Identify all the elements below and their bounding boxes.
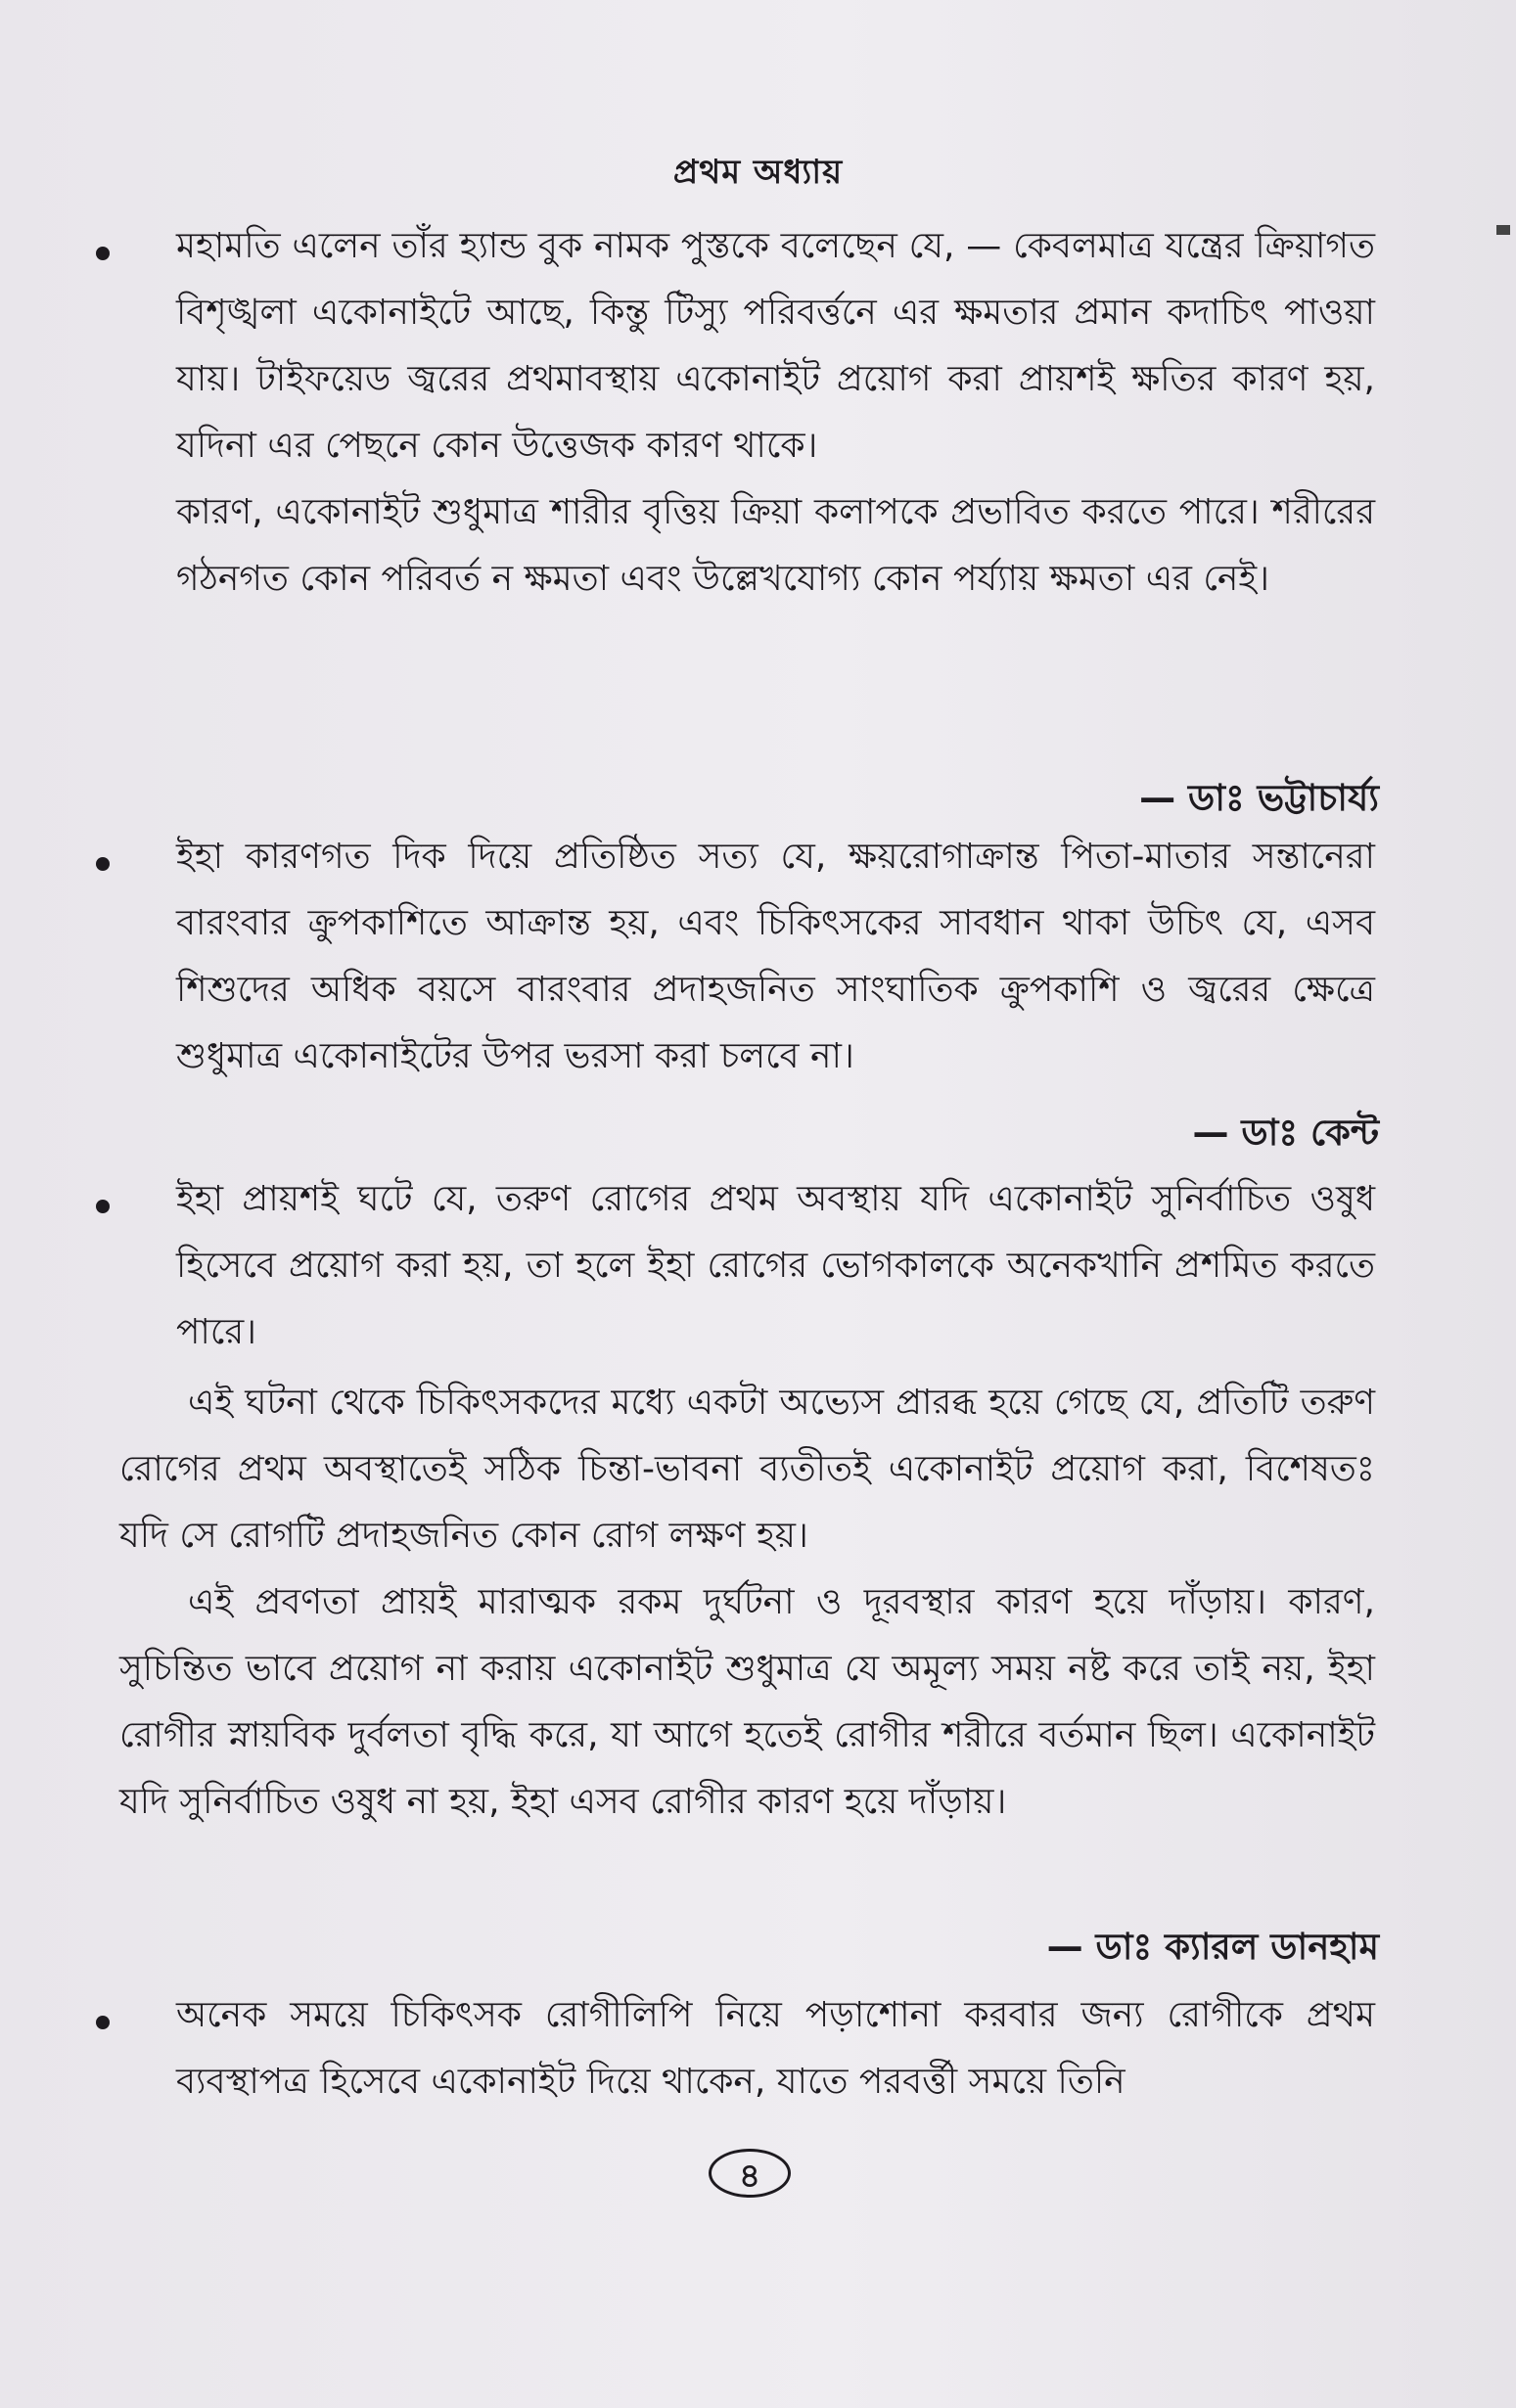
paragraph: ইহা প্রায়শই ঘটে যে, তরুণ রোগের প্রথম অবস্থায় যদি একোনাইট সুনির্বাচিত ওষুধ হিসেবে প্রয়োগ করা হয়, তা হলে ইহা রোগের ভোগকালকে অনেকখানি প্রশমিত করতে পারে। [176,1179,1375,1352]
paragraph: অনেক সময়ে চিকিৎসক রোগীলিপি নিয়ে পড়াশোনা করবার জন্য রোগীকে প্রথম ব্যবস্থাপত্র হিসেবে একোনাইট দিয়ে থাকেন, যাতে পরবর্ত্তী সময়ে তিনি [176,1995,1375,2102]
bullet-point [96,1200,110,1213]
attribution: — ডাঃ ক্যারল ডানহাম [1046,1926,1379,1968]
chapter-heading: প্রথম অধ্যায় [672,153,844,192]
attribution: — ডাঃ কেন্ট [1192,1112,1379,1154]
paragraph: এই প্রবণতা প্রায়ই মারাত্মক রকম দুর্ঘটনা ও দূরবস্থার কারণ হয়ে দাঁড়ায়। কারণ, সুচিন্তিত ভাবে প্রয়োগ না করায় একোনাইট শুধুমাত্র যে অমূল্য সময় নষ্ট করে তাই নয়, ইহা রোগীর স্নায়বিক দুর্বলতা বৃদ্ধি করে, যা আগে হতেই রোগীর শরীরে বর্তমান ছিল। একোনাইট যদি সুনির্বাচিত ওষুধ না হয়, ইহা এসব রোগীর কারণ হয়ে দাঁড়ায়। [119,1582,1375,1822]
paragraph: মহামতি এলেন তাঁর হ্যান্ড বুক নামক পুস্তকে বলেছেন যে, — কেবলমাত্র যন্ত্রের ক্রিয়াগত বিশৃঙ্খলা একোনাইটে আছে, কিন্তু টিস্যু পরিবর্ত্তনে এর ক্ষমতার প্রমান কদাচিৎ পাওয়া যায়। টাইফয়েড জ্বরের প্রথমাবস্থায় একোনাইট প্রয়োগ করা প্রায়শই ক্ষতির কারণ হয়, যদিনা এর পেছনে কোন উত্তেজক কারণ থাকে। [176,226,1375,466]
section-3-lead [176,1166,1375,1366]
attribution: — ডাঃ ভট্টাচার্য্য [1139,777,1379,819]
bullet-point [96,857,110,871]
page-number: ৪ [709,2149,791,2198]
section-2 [176,824,1375,1090]
section-4 [176,1982,1375,2115]
page-edge-mark [1496,225,1510,235]
bullet-point [96,2016,110,2029]
paragraph: ইহা কারণগত দিক দিয়ে প্রতিষ্ঠিত সত্য যে, ক্ষয়রোগাক্রান্ত পিতা-মাতার সন্তানেরা বারংবার ক্রুপকাশিতে আক্রান্ত হয়, এবং চিকিৎসকের সাবধান থাকা উচিৎ যে, এসব শিশুদের অধিক বয়সে বারংবার প্রদাহজনিত সাংঘাতিক ক্রুপকাশি ও জ্বরের ক্ষেত্রে শুধুমাত্র একোনাইটের উপর ভরসা করা চলবে না। [176,837,1375,1076]
section-1 [176,213,1375,613]
paragraph: কারণ, একোনাইট শুধুমাত্র শারীর বৃত্তিয় ক্রিয়া কলাপকে প্রভাবিত করতে পারে। শরীরের গঠনগত কোন পরিবর্ত ন ক্ষমতা এবং উল্লেখযোগ্য কোন পর্য্যায় ক্ষমতা এর নেই। [176,492,1375,599]
paragraph: এই ঘটনা থেকে চিকিৎসকদের মধ্যে একটা অভ্যেস প্রারব্ধ হয়ে গেছে যে, প্রতিটি তরুণ রোগের প্রথম অবস্থাতেই সঠিক চিন্তা-ভাবনা ব্যতীতই একোনাইট প্রয়োগ করা, বিশেষতঃ যদি সে রোগটি প্রদাহজনিত কোন রোগ লক্ষণ হয়। [119,1383,1375,1556]
section-3-body [119,1370,1375,1836]
bullet-point [96,247,110,260]
